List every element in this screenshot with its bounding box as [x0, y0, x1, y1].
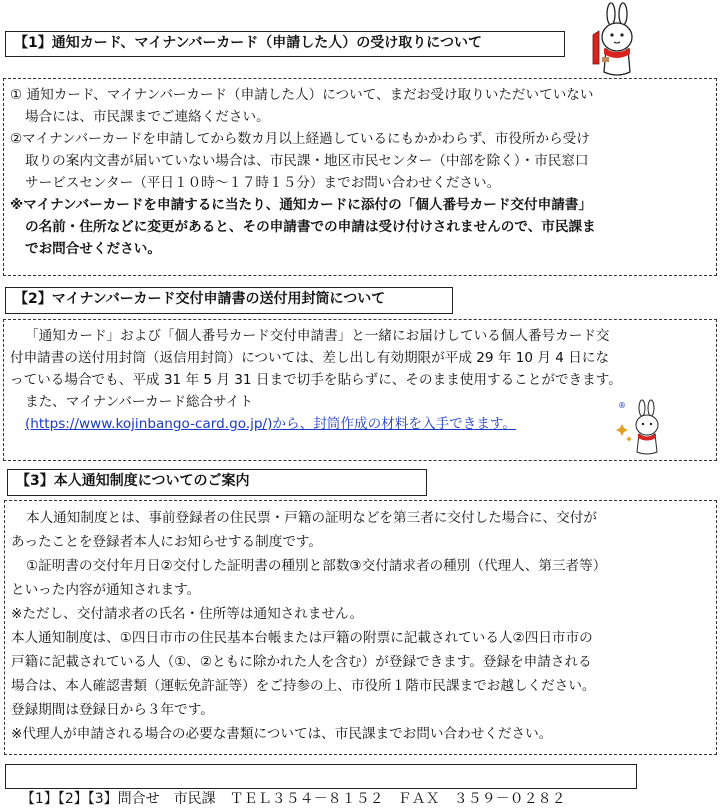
section2-line1: 「通知カード」および「個人番号カード交付申請書」と一緒にお届けしている個人番号カード交 [25, 328, 610, 344]
section2-body [3, 319, 717, 461]
section2-line2: 付申請書の送付用封筒（返信用封筒）については、差し出し有効期限が平成 29 年 10 月 4 日にな [10, 350, 610, 366]
section2-header [5, 287, 453, 314]
section2-line4: また、マイナンバーカード総合サイト [25, 394, 253, 410]
section3-header-text: 【3】本人通知制度についてのご案内 [16, 473, 250, 489]
section3-line8: 場合は、本人確認書類（運転免許証等）をご持参の上、市役所１階市民課までお越しください。 [11, 678, 596, 694]
contact-footer-text: 【1】【2】【3】問合せ 市民課 ＴＥＬ３５４－８１５２ ＦＡＸ ３５９－０２８２ [20, 791, 566, 807]
section3-line1: 本人通知制度とは、事前登録者の住民票・戸籍の証明などを第三者に交付した場合に、交付が [26, 510, 597, 526]
section3-line6: 本人通知制度は、①四日市市の住民基本台帳または戸籍の附票に記載されている人②四日市市の [11, 630, 593, 646]
section3-line9: 登録期間は登録日から３年です。 [11, 702, 214, 718]
mascot-small-sparkle-icon [614, 398, 672, 456]
section3-line5: ※ただし、交付請求者の氏名・住所等は通知されません。 [11, 606, 364, 622]
section1-note-line3: でお問合せください。 [25, 241, 161, 257]
section3-body [4, 500, 717, 755]
section1-para1-line2: 場合には、市民課までご連絡ください。 [25, 109, 270, 125]
section1-header-text: 【1】通知カード、マイナンバーカード（申請した人）の受け取りについて [14, 35, 482, 51]
section3-line4: といった内容が通知されます。 [11, 582, 201, 598]
svg-text:®: ® [618, 401, 626, 410]
mascot-holding-number-one-icon [584, 2, 648, 82]
section3-line3: ①証明書の交付年月日②交付した証明書の種別と部数③交付請求者の種別（代理人、第三者等） [26, 558, 607, 574]
section1-para2-line1: ②マイナンバーカードを申請してから数カ月以上経過しているにもかかわらず、市役所から受け [10, 131, 590, 147]
section3-header [7, 469, 427, 496]
section1-body [3, 78, 717, 276]
section1-para2-line2: 取りの案内文書が届いていない場合は、市民課・地区市民センター（中部を除く）・市民窓口 [25, 153, 589, 169]
section2-link-line [10, 413, 710, 435]
section3-line7: 戸籍に記載されている人（①、②ともに除かれた人を含む）が登録できます。登録を申請される [11, 654, 592, 670]
section2-header-text: 【2】マイナンバーカード交付申請書の送付用封筒について [14, 291, 386, 307]
section1-header [5, 31, 565, 57]
contact-footer [5, 764, 637, 807]
section1-note-line1: ※マイナンバーカードを申請するに当たり、通知カードに添付の「個人番号カード交付申請書」 [10, 197, 592, 213]
section2-line3: っている場合でも、平成 31 年 5 月 31 日まで切手を貼らずに、そのまま使用することができます。 [10, 372, 622, 388]
section1-para2-line3: サービスセンター（平日１０時～１７時１５分）までお問い合わせください。 [25, 175, 501, 191]
kojinbango-site-link[interactable]: (https://www.kojinbango-card.go.jp/)から、封筒作成の材料を入手できます。 [25, 416, 517, 432]
section3-line10: ※代理人が申請される場合の必要な書類については、市民課までお問い合わせください。 [11, 726, 553, 742]
section3-line2: あったことを登録者本人にお知らせする制度です。 [11, 534, 323, 550]
section1-note-line2: の名前・住所などに変更があると、その申請書での申請は受け付けされませんので、市民課ま [25, 219, 596, 235]
section1-para1-line1: ① 通知カード、マイナンバーカード（申請した人）について、まだお受け取りいただいていない [10, 87, 594, 103]
